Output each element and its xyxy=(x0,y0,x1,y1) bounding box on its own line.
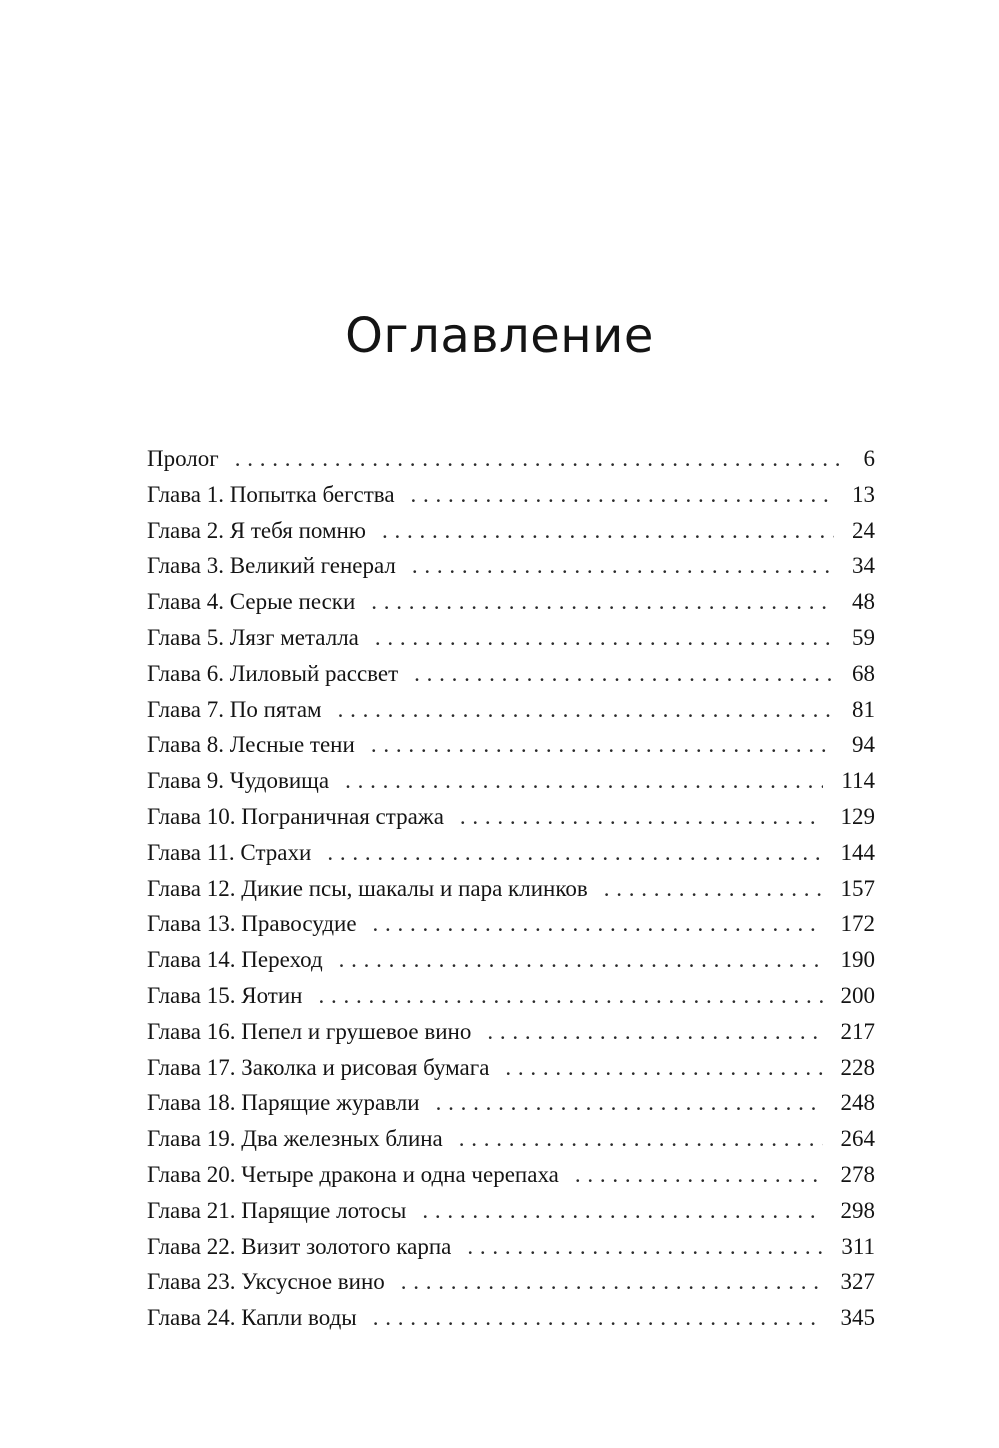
toc-entry-title: Глава 10. Пограничная стража xyxy=(147,803,444,829)
dot-leader xyxy=(339,942,823,978)
toc-entry[interactable] xyxy=(147,477,875,513)
toc-entry[interactable] xyxy=(147,1050,875,1086)
toc-page-number: 34 xyxy=(852,553,875,579)
dot-leader xyxy=(345,763,823,799)
dot-leader xyxy=(327,835,822,871)
toc-page-number: 298 xyxy=(840,1197,875,1223)
toc-entry[interactable] xyxy=(147,584,875,620)
toc-page-number: 228 xyxy=(840,1054,875,1080)
toc-entry-title: Глава 22. Визит золотого карпа xyxy=(147,1233,452,1259)
toc-entry[interactable] xyxy=(147,763,875,799)
toc-page-number: 248 xyxy=(840,1090,875,1116)
toc-entry-title: Глава 23. Уксусное вино xyxy=(147,1269,385,1295)
toc-entry[interactable] xyxy=(147,620,875,656)
dot-leader xyxy=(505,1050,822,1086)
toc-page-number: 114 xyxy=(841,768,875,794)
toc-entry-title: Глава 8. Лесные тени xyxy=(147,732,355,758)
dot-leader xyxy=(460,799,823,835)
dot-leader xyxy=(459,1121,823,1157)
toc-page-number: 81 xyxy=(852,696,875,722)
toc-entry-title: Глава 5. Лязг металла xyxy=(147,624,359,650)
toc-entry-title: Глава 17. Заколка и рисовая бумага xyxy=(147,1054,490,1080)
toc-entry-title: Глава 14. Переход xyxy=(147,947,323,973)
toc-entry[interactable] xyxy=(147,906,875,942)
toc-entry[interactable] xyxy=(147,513,875,549)
toc-page-number: 68 xyxy=(852,660,875,686)
toc-entry[interactable] xyxy=(147,1121,875,1157)
dot-leader xyxy=(338,692,834,728)
toc-page-number: 157 xyxy=(840,875,875,901)
toc-page-number: 278 xyxy=(840,1161,875,1187)
toc-entry[interactable] xyxy=(147,441,875,477)
toc-page-number: 129 xyxy=(840,803,875,829)
dot-leader xyxy=(373,1300,823,1336)
toc-entry-title: Глава 9. Чудовища xyxy=(147,768,330,794)
toc-entry-title: Глава 2. Я тебя помню xyxy=(147,517,366,543)
dot-leader xyxy=(235,441,843,477)
dot-leader xyxy=(422,1193,822,1229)
dot-leader xyxy=(414,656,834,692)
table-of-contents xyxy=(147,441,875,1336)
toc-entry[interactable] xyxy=(147,978,875,1014)
toc-entry-title: Глава 1. Попытка бегства xyxy=(147,481,395,507)
dot-leader xyxy=(487,1014,822,1050)
toc-entry-title: Глава 3. Великий генерал xyxy=(147,553,396,579)
dot-leader xyxy=(318,978,822,1014)
toc-entry-title: Глава 4. Серые пески xyxy=(147,589,356,615)
toc-entry[interactable] xyxy=(147,548,875,584)
toc-page-number: 327 xyxy=(840,1269,875,1295)
dot-leader xyxy=(375,620,834,656)
toc-entry[interactable] xyxy=(147,692,875,728)
toc-entry[interactable] xyxy=(147,727,875,763)
toc-entry[interactable] xyxy=(147,1264,875,1300)
dot-leader xyxy=(467,1229,823,1265)
toc-entry-title: Глава 21. Парящие лотосы xyxy=(147,1197,407,1223)
toc-page-number: 24 xyxy=(852,517,875,543)
toc-page-number: 172 xyxy=(840,911,875,937)
dot-leader xyxy=(382,513,834,549)
toc-page-number: 94 xyxy=(852,732,875,758)
toc-entry[interactable] xyxy=(147,1014,875,1050)
toc-entry[interactable] xyxy=(147,1193,875,1229)
dot-leader xyxy=(436,1085,823,1121)
toc-page-number: 59 xyxy=(852,624,875,650)
dot-leader xyxy=(371,584,834,620)
toc-page-number: 190 xyxy=(840,947,875,973)
toc-page-number: 48 xyxy=(852,589,875,615)
toc-page-number: 6 xyxy=(863,446,875,471)
dot-leader xyxy=(371,727,834,763)
toc-entry[interactable] xyxy=(147,1300,875,1336)
toc-entry-title: Глава 16. Пепел и грушевое вино xyxy=(147,1018,472,1044)
dot-leader xyxy=(401,1264,823,1300)
toc-page-number: 311 xyxy=(841,1233,875,1259)
toc-page-number: 217 xyxy=(840,1018,875,1044)
dot-leader xyxy=(604,871,823,907)
toc-entry[interactable] xyxy=(147,799,875,835)
toc-entry-title: Глава 11. Страхи xyxy=(147,839,312,865)
toc-page-number: 13 xyxy=(852,481,875,507)
dot-leader xyxy=(412,548,834,584)
toc-entry[interactable] xyxy=(147,656,875,692)
toc-entry[interactable] xyxy=(147,942,875,978)
toc-entry[interactable] xyxy=(147,871,875,907)
toc-entry-title: Глава 24. Капли воды xyxy=(147,1305,357,1331)
toc-entry-title: Глава 19. Два железных блина xyxy=(147,1126,443,1152)
toc-entry[interactable] xyxy=(147,1085,875,1121)
toc-entry-title: Глава 6. Лиловый рассвет xyxy=(147,660,399,686)
toc-entry[interactable] xyxy=(147,1229,875,1265)
toc-entry-title: Глава 7. По пятам xyxy=(147,696,322,722)
page-title: Оглавление xyxy=(345,308,654,364)
toc-entry-title: Глава 13. Правосудие xyxy=(147,911,357,937)
toc-entry-title: Глава 18. Парящие журавли xyxy=(147,1090,420,1116)
toc-entry-title: Глава 15. Яотин xyxy=(147,982,303,1008)
toc-page-number: 144 xyxy=(840,839,875,865)
dot-leader xyxy=(411,477,834,513)
toc-entry-title: Глава 20. Четыре дракона и одна черепаха xyxy=(147,1161,559,1187)
toc-entry-title: Глава 12. Дикие псы, шакалы и пара клинков xyxy=(147,875,588,901)
toc-page-number: 345 xyxy=(840,1305,875,1331)
toc-entry-title: Пролог xyxy=(147,446,219,471)
toc-entry[interactable] xyxy=(147,835,875,871)
toc-page-number: 264 xyxy=(840,1126,875,1152)
toc-page-number: 200 xyxy=(840,982,875,1008)
dot-leader xyxy=(373,906,823,942)
toc-entry[interactable] xyxy=(147,1157,875,1193)
dot-leader xyxy=(575,1157,823,1193)
